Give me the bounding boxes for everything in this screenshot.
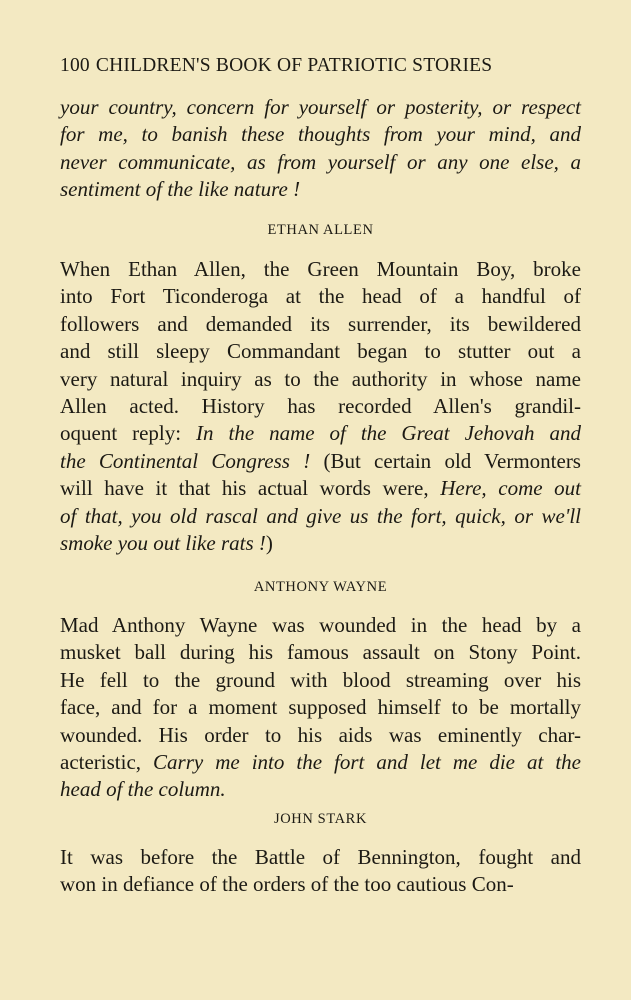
text-run: ) [265,531,273,556]
text-run: acteristic, [60,750,154,775]
text-line [60,256,581,283]
section-heading: ETHAN ALLEN [267,222,374,238]
intro-quote [60,94,581,204]
text-line [60,530,581,557]
text-run: It was before the Battle of Bennington, fought and [60,845,581,869]
text-line [60,311,581,338]
text-run: Mad Anthony Wayne was wounded in the head by a [60,613,581,637]
text-line [60,639,581,666]
text-line: never communicate, as from yourself or any one else, a [60,149,581,174]
text-line [60,667,581,694]
text-line [60,871,581,898]
text-line [60,420,581,447]
section-heading: ANTHONY WAYNE [253,579,388,595]
section-body [60,612,581,804]
text-run: into Fort Ticonderoga at the head of a handful of [60,284,581,309]
italic-text: In the name of the Great Jehovah and [196,421,581,446]
text-run: face, and for a moment supposed himself to be mortally [60,695,581,720]
text-line [60,448,581,475]
italic-text: head of the column. [60,777,226,802]
text-line [60,694,581,721]
text-run: wounded. His order to his aids was eminently char- [60,722,581,747]
italic-text: of that, you old rascal and give us the fort, quick, or we'll [60,503,581,528]
italic-text: Carry me into the fort and let me die at the [153,750,581,775]
text-line [60,393,581,420]
text-run: followers and demanded its surrender, its bewildered [60,311,581,336]
book-title: CHILDREN'S BOOK OF PATRIOTIC STORIES [95,55,493,76]
text-run: and still sleepy Commandant began to stutter out a [60,339,581,364]
text-line: for me, to banish these thoughts from your mind, and [60,122,581,147]
text-line [60,612,581,639]
section-body [60,844,581,899]
running-head [60,55,580,77]
text-line [60,776,581,803]
section-body [60,256,581,557]
text-run: musket ball during his famous assault on Stony Point. [60,640,581,665]
text-run: very natural inquiry as to the authority in whose name [60,366,581,391]
text-line [60,283,581,310]
section-heading: JOHN STARK [273,811,368,827]
text-run: Allen acted. History has recorded Allen's grandil- [60,394,581,419]
text-line: sentiment of the like nature ! [60,177,301,202]
text-line [60,749,581,776]
text-run: oquent reply: [60,421,197,446]
text-line [60,366,581,393]
italic-text: the Continental Congress ! [60,448,311,473]
text-line [60,503,581,530]
page-number: 100 [60,55,90,76]
text-run: won in defiance of the orders of the too cautious Con- [60,872,514,897]
italic-text: smoke you out like rats ! [60,531,266,556]
text-line: your country, concern for yourself or posterity, or respect [60,95,581,119]
italic-text: Here, come out [440,476,581,501]
text-run: When Ethan Allen, the Green Mountain Boy, broke [60,257,581,281]
text-line [60,338,581,365]
text-run: (But certain old Vermonters [310,448,581,473]
text-line [60,475,581,502]
text-line [60,844,581,871]
text-run: will have it that his actual words were, [60,476,441,501]
text-run: He fell to the ground with blood streaming over his [60,667,581,692]
text-line [60,722,581,749]
